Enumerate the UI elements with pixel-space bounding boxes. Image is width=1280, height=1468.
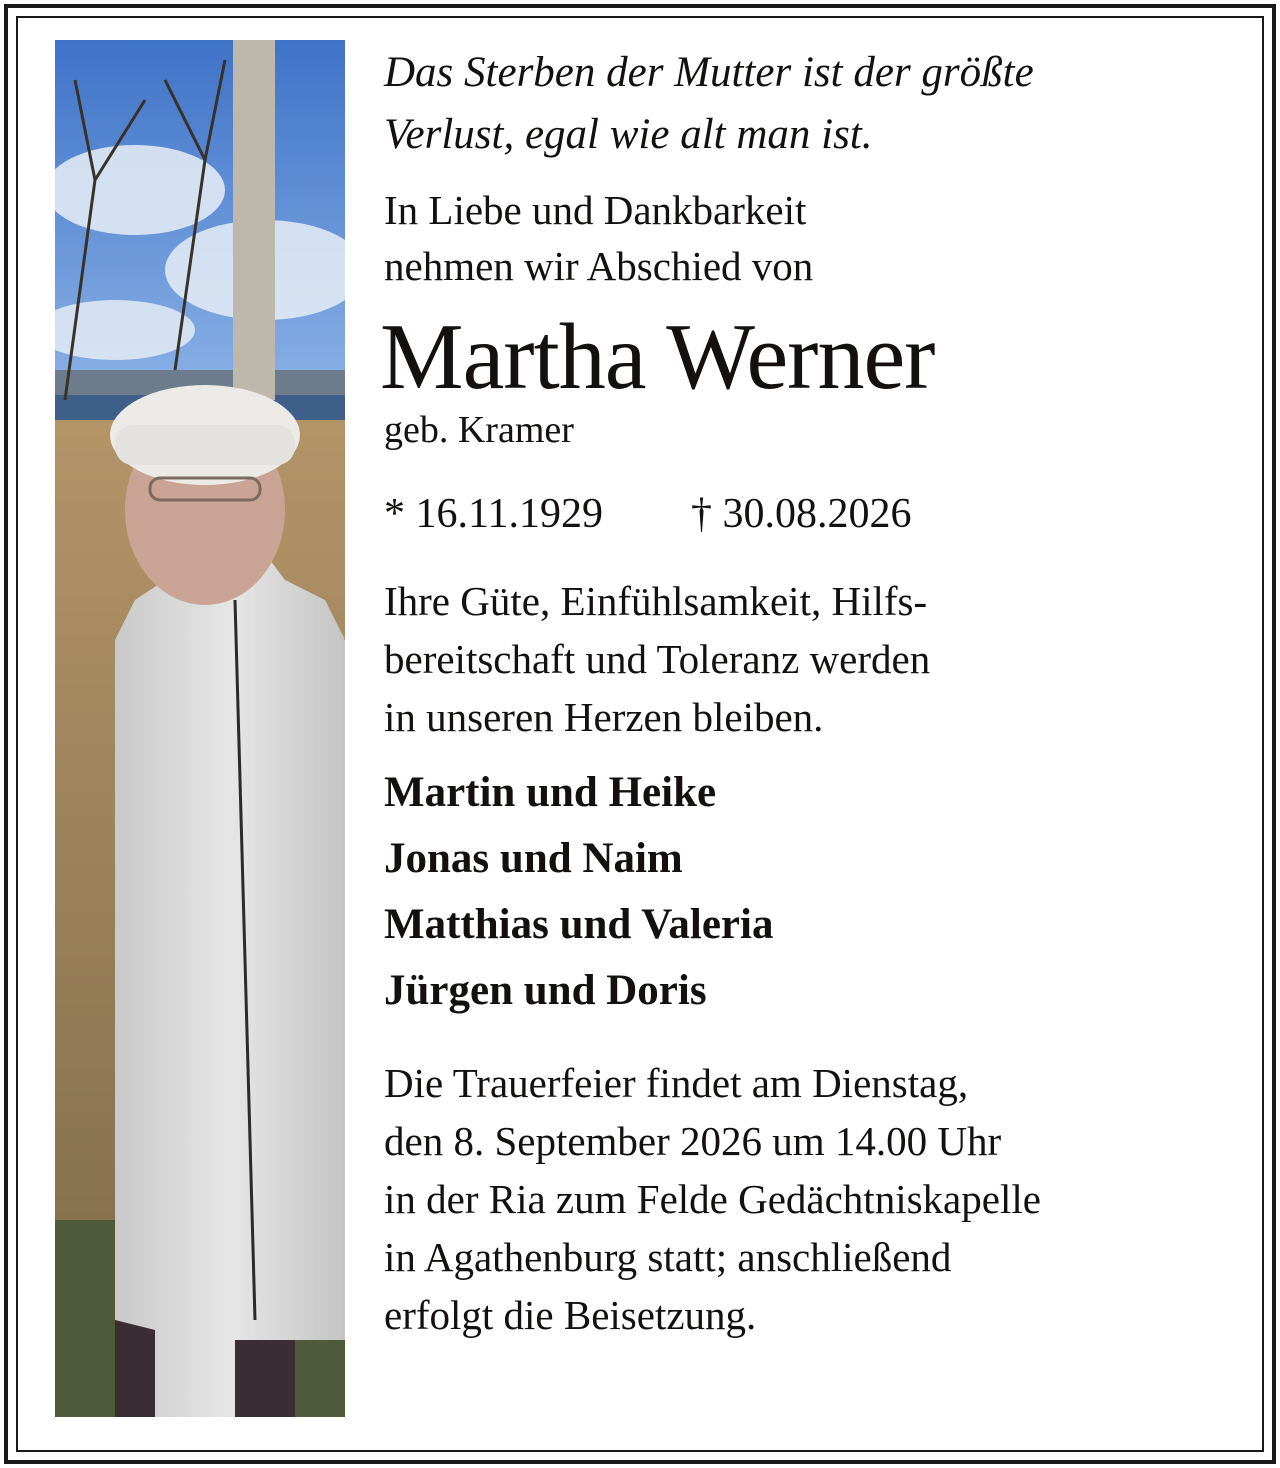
maiden-name: geb. Kramer	[384, 409, 574, 451]
portrait-photo	[55, 40, 345, 1417]
motto-quote	[384, 42, 1244, 166]
deceased-name: Martha Werner	[380, 305, 935, 409]
intro-text	[384, 182, 1244, 294]
service-line: erfolgt die Beisetzung.	[384, 1292, 757, 1338]
family-member: Jonas und Naim	[384, 835, 683, 882]
tribute-line: bereitschaft und Toleranz werden	[384, 636, 931, 682]
life-dates	[384, 486, 1244, 542]
family-member: Matthias und Valeria	[384, 901, 774, 948]
obituary-text	[380, 42, 1244, 1344]
service-info	[384, 1054, 1244, 1344]
family-member: Jürgen und Doris	[384, 967, 707, 1014]
service-line: den 8. September 2026 um 14.00 Uhr	[384, 1118, 1002, 1164]
service-line: in Agathenburg statt; anschließend	[384, 1234, 952, 1280]
intro-line: nehmen wir Abschied von	[384, 243, 814, 289]
family-list	[384, 760, 1244, 1024]
service-line: Die Trauerfeier findet am Dienstag,	[384, 1060, 969, 1106]
tribute-line: in unseren Herzen bleiben.	[384, 694, 824, 740]
service-line: in der Ria zum Felde Gedächtniskapelle	[384, 1176, 1041, 1222]
motto-line: Das Sterben der Mutter ist der größte	[384, 49, 1034, 96]
tribute-line: Ihre Güte, Einfühlsamkeit, Hilfs-	[384, 578, 928, 624]
birth-date: * 16.11.1929	[384, 491, 603, 537]
death-date: † 30.08.2026	[690, 491, 912, 537]
intro-line: In Liebe und Dankbarkeit	[384, 187, 807, 233]
tribute-text	[384, 572, 1244, 746]
family-member: Martin und Heike	[384, 769, 717, 816]
motto-line: Verlust, egal wie alt man ist.	[384, 111, 873, 158]
